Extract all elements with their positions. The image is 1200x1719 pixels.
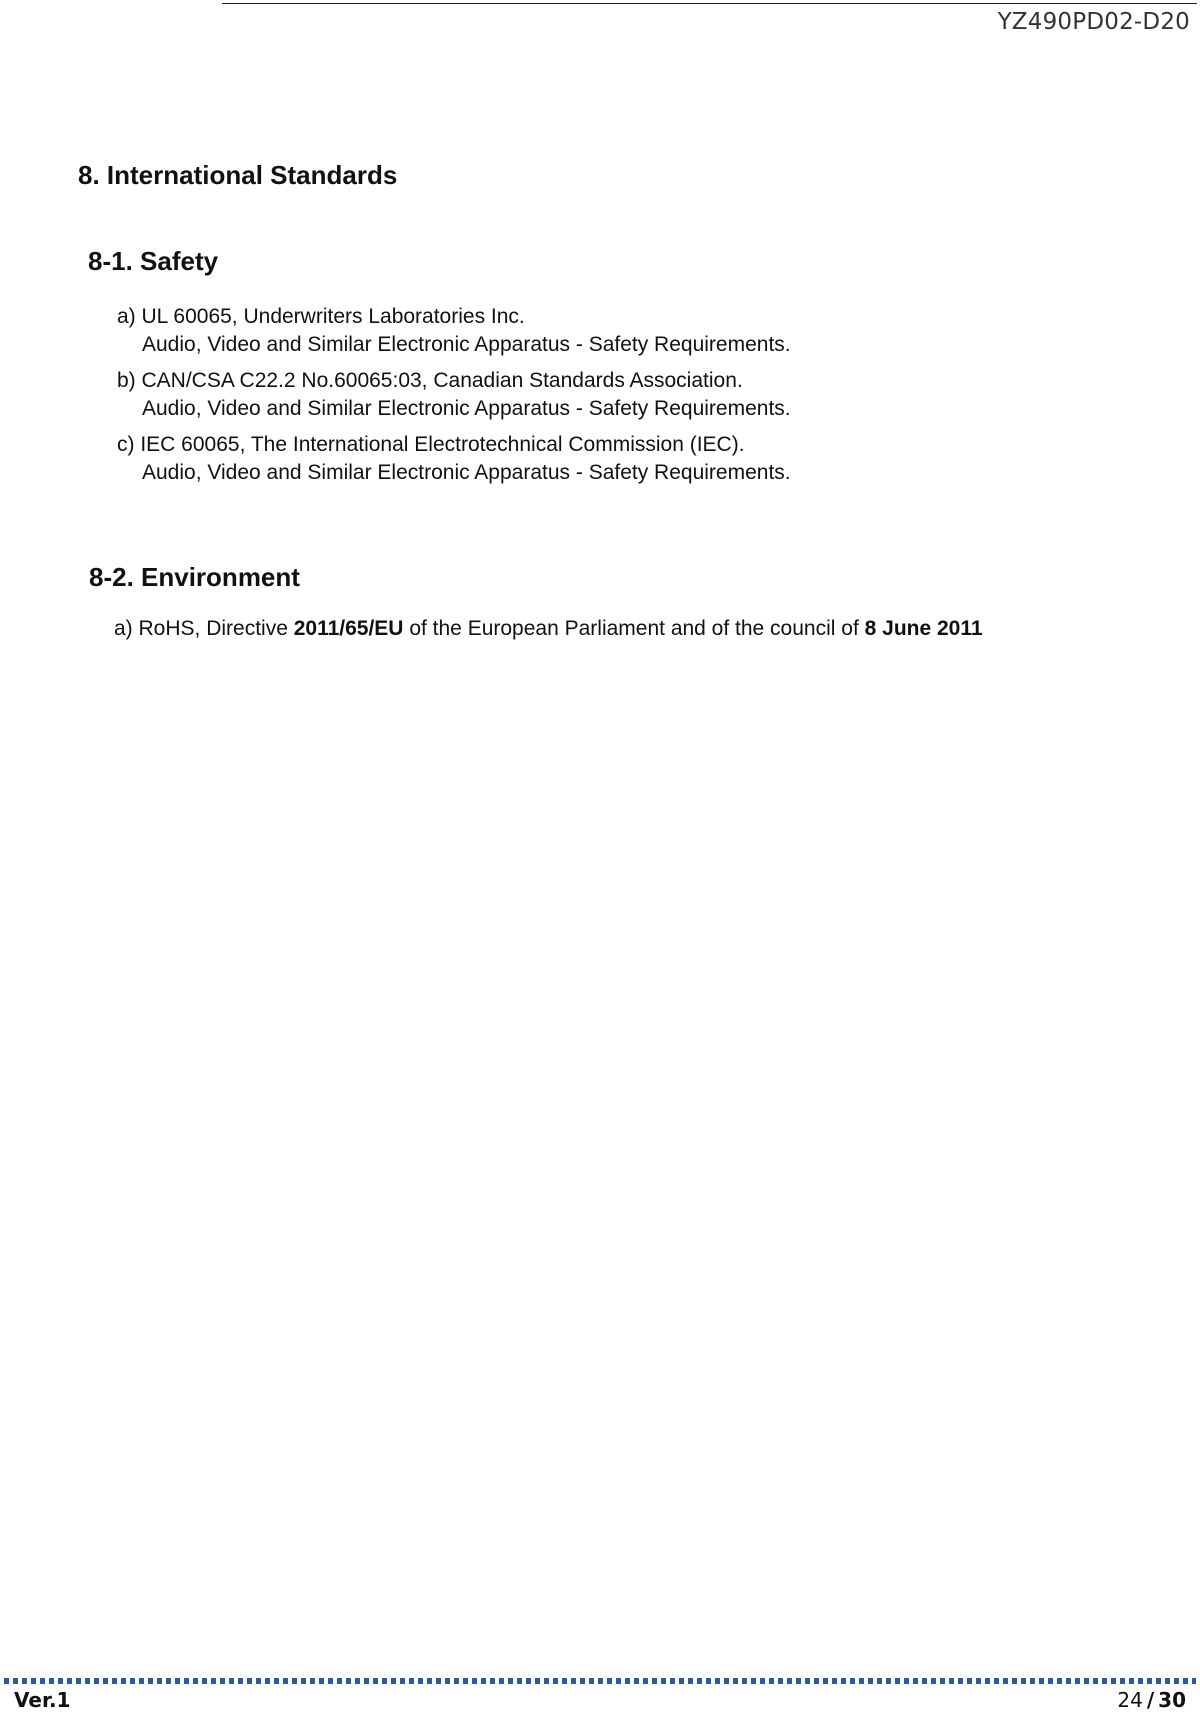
safety-item-b-standard: b) CAN/CSA C22.2 No.60065:03, Canadian Standards Association. bbox=[117, 369, 743, 392]
header-rule bbox=[222, 3, 1197, 4]
rohs-directive: 2011/65/EU bbox=[293, 617, 404, 640]
page-separator: / bbox=[1146, 1688, 1155, 1712]
safety-item-a-standard: a) UL 60065, Underwriters Laboratories Inc. bbox=[117, 305, 525, 328]
safety-item-c-standard: c) IEC 60065, The International Electrotechnical Commission (IEC). bbox=[117, 433, 745, 456]
rohs-middle: of the European Parliament and of the council of bbox=[403, 617, 865, 640]
safety-item-c-description: Audio, Video and Similar Electronic Apparatus - Safety Requirements. bbox=[142, 461, 791, 484]
safety-item-b-description: Audio, Video and Similar Electronic Apparatus - Safety Requirements. bbox=[142, 397, 791, 420]
environment-heading: 8-2. Environment bbox=[89, 562, 300, 592]
safety-item-c bbox=[117, 431, 791, 487]
footer-version: Ver.1 bbox=[14, 1688, 71, 1712]
safety-item-a bbox=[117, 303, 791, 359]
footer-dotted-rule bbox=[4, 1678, 1196, 1684]
rohs-prefix: a) RoHS, Directive bbox=[114, 617, 294, 640]
environment-item-a bbox=[114, 617, 983, 641]
current-page: 24 bbox=[1117, 1688, 1143, 1712]
document-id: YZ490PD02-D20 bbox=[997, 9, 1190, 35]
total-pages: 30 bbox=[1158, 1688, 1186, 1712]
safety-heading: 8-1. Safety bbox=[88, 246, 219, 276]
safety-item-a-description: Audio, Video and Similar Electronic Apparatus - Safety Requirements. bbox=[142, 333, 791, 356]
section-title: 8. International Standards bbox=[78, 160, 398, 190]
safety-item-b bbox=[117, 367, 791, 423]
footer-page-number bbox=[1117, 1688, 1186, 1712]
rohs-date: 8 June 2011 bbox=[864, 617, 983, 640]
